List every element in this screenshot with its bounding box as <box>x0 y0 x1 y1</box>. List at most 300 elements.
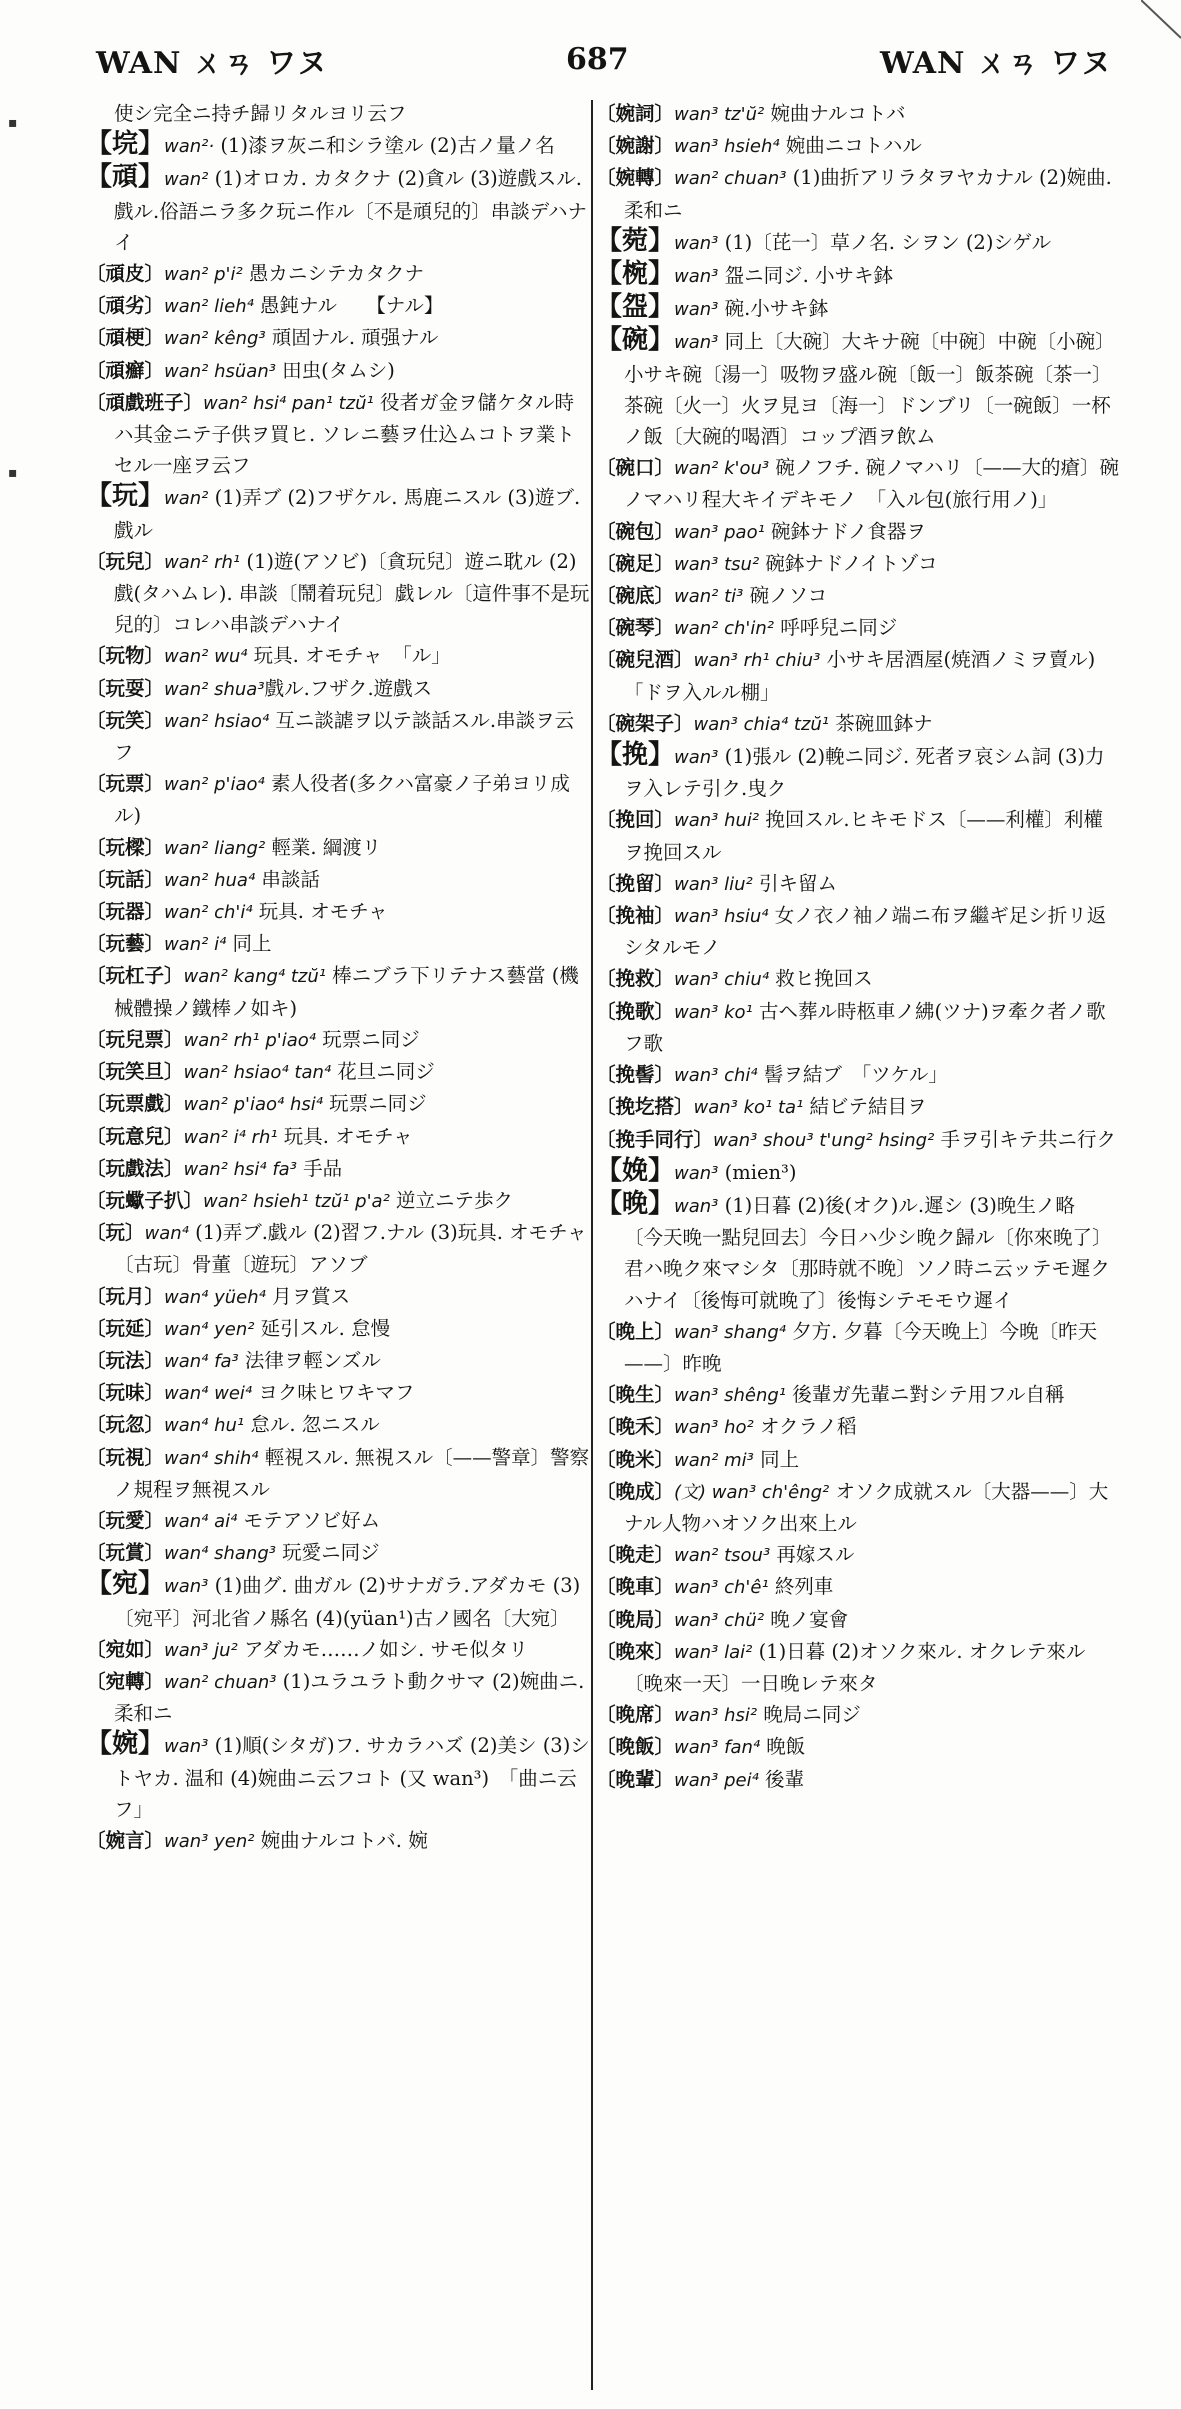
entry-romanization: wan² hsi⁴ fa³ <box>183 1158 297 1180</box>
dictionary-entry <box>596 1539 1121 1571</box>
dictionary-entry <box>86 129 591 162</box>
entry-definition: (1)弄ブ.戯ル (2)習フ.ナル (3)玩具. オモチャ〔古玩〕骨董〔遊玩〕アソブ <box>114 1221 587 1277</box>
dictionary-entry <box>596 259 1121 292</box>
entry-romanization: wan⁴ shih⁴ <box>164 1447 259 1469</box>
entry-headword: 〔頑劣〕 <box>86 294 165 318</box>
entry-romanization: wan³ yen² <box>164 1830 255 1852</box>
entry-definition: 手ヲ引キテ共ニ行ク <box>934 1127 1116 1151</box>
entry-romanization: wan² hsüan³ <box>164 360 276 382</box>
dictionary-entry <box>596 292 1121 325</box>
entry-romanization: wan⁴ wei⁴ <box>164 1383 253 1405</box>
entry-romanization: wan² ch'i⁴ <box>164 902 253 924</box>
dictionary-entry <box>596 996 1121 1059</box>
entry-romanization: wan² ch'in² <box>674 618 774 640</box>
entry-romanization: wan³ ko¹ <box>674 1001 753 1023</box>
entry-romanization: wan³ lai² <box>674 1641 753 1663</box>
running-head-right: WAN ㄨㄢ ワヌ <box>880 46 1113 81</box>
entry-headword: 〔玩笑〕 <box>86 708 165 732</box>
entry-romanization: wan² lieh⁴ <box>164 296 254 318</box>
entry-romanization: wan³ hui² <box>674 810 760 832</box>
entry-headword: 〔頑皮〕 <box>86 262 165 286</box>
entry-romanization: wan² p'iao⁴ hsi⁴ <box>183 1094 323 1116</box>
entry-romanization: wan³ ch'ê¹ <box>674 1577 769 1599</box>
entry-headword: 〔玩物〕 <box>86 644 165 668</box>
dictionary-entry <box>86 1217 591 1280</box>
dictionary-entry <box>596 740 1121 804</box>
entry-definition: (1)順(シタガ)フ. サカラハズ (2)美シ (3)シトヤカ. 温和 (4)婉曲ニ云フコト (又 wan³) 「曲ニ云フ」 <box>114 1734 590 1821</box>
entry-definition: 小サキ居酒屋(焼酒ノミヲ賣ル) 「ドヲ入ルル棚」 <box>624 648 1115 704</box>
entry-romanization: wan³ hsi² <box>674 1705 758 1727</box>
entry-definition: 碗鉢ナドノイトゾコ <box>759 551 938 575</box>
entry-definition: (1)弄ブ (2)フザケル. 馬鹿ニスル (3)遊ブ.戲ル <box>114 486 581 542</box>
entry-headword: 〔碗琴〕 <box>596 616 675 640</box>
entry-romanization: wan³ hsiu⁴ <box>674 906 769 928</box>
dictionary-entry <box>86 481 591 545</box>
dictionary-entry <box>86 673 591 705</box>
entry-definition: 古ヘ葬ル時柩車ノ紼(ツナ)ヲ牽ク者ノ歌フ歌 <box>624 999 1106 1055</box>
entry-headword: 〔挽留〕 <box>596 871 675 895</box>
entry-definition: 再嫁スル <box>770 1543 855 1567</box>
dictionary-entry <box>596 325 1121 452</box>
entry-headword: 〔晚來〕 <box>596 1639 675 1663</box>
entry-headword: 〔晚成〕 <box>596 1479 675 1503</box>
dictionary-entry <box>86 1505 591 1537</box>
dictionary-entry <box>86 1345 591 1377</box>
entry-romanization: wan³ shou³ t'ung² hsing² <box>713 1129 935 1151</box>
entry-romanization: wan³ tsu² <box>674 553 760 575</box>
entry-definition: 輕視スル. 無視スル〔——警章〕警察ノ規程ヲ無視スル <box>114 1445 590 1501</box>
entry-definition: 碗ノソコ <box>743 584 828 608</box>
entry-definition: オソク成就スル〔大器——〕大ナル人物ハオソク出來上ル <box>624 1479 1109 1535</box>
dictionary-entry <box>596 162 1121 225</box>
dictionary-entry <box>596 1636 1121 1699</box>
dictionary-entry <box>86 928 591 960</box>
dictionary-entry <box>596 226 1121 259</box>
entry-headword: 【挽】 <box>596 740 675 771</box>
dictionary-entry <box>596 1604 1121 1636</box>
entry-definition: オクラノ稻 <box>753 1415 857 1439</box>
entry-headword: 〔玩月〕 <box>86 1284 165 1308</box>
entry-romanization: wan³ <box>674 1162 719 1184</box>
entry-romanization: wan³ fan⁴ <box>674 1737 761 1759</box>
dictionary-entry <box>86 832 591 864</box>
entry-romanization: wan² hsi⁴ pan¹ tzŭ¹ <box>203 392 374 414</box>
page-corner-line <box>1141 0 1181 40</box>
entry-romanization: wan² i⁴ rh¹ <box>183 1126 278 1148</box>
entry-definition: 婉曲ナルコトバ. 婉 <box>254 1828 428 1852</box>
dictionary-entry <box>86 1281 591 1313</box>
dictionary-entry <box>596 612 1121 644</box>
dictionary-entry <box>86 1409 591 1441</box>
entry-romanization: wan³ <box>674 1195 719 1217</box>
left-column <box>86 98 591 2388</box>
entry-romanization: wan³ hsieh⁴ <box>674 136 780 158</box>
entry-headword: 〔挽袖〕 <box>596 904 675 928</box>
entry-headword: 〔挽救〕 <box>596 967 675 991</box>
entry-headword: 〔玩延〕 <box>86 1316 165 1340</box>
dictionary-entry <box>596 98 1121 130</box>
entry-definition: 婉曲ナルコトバ <box>764 102 906 125</box>
entry-definition: 玩票ニ同ジ <box>316 1027 420 1051</box>
entry-headword: 〔晚車〕 <box>596 1575 675 1599</box>
dictionary-entry <box>86 1024 591 1056</box>
entry-romanization: wan³ <box>164 1576 209 1598</box>
dictionary-entry <box>596 1571 1121 1603</box>
entry-definition: 同上 <box>226 932 272 956</box>
entry-romanization: wan² mi³ <box>674 1449 754 1471</box>
entry-headword: 〔玩〕 <box>86 1221 145 1245</box>
entry-headword: 〔碗底〕 <box>596 584 675 608</box>
entry-romanization: wan³ tz'ŭ² <box>674 104 765 125</box>
dictionary-entry <box>86 98 591 129</box>
entry-romanization: wan³ chiu⁴ <box>674 969 770 991</box>
entry-headword: 〔晚走〕 <box>596 1543 675 1567</box>
entry-definition: 盌ニ同ジ. 小サキ鉢 <box>718 264 894 288</box>
entry-headword: 【碗】 <box>596 325 675 356</box>
entry-headword: 〔晚席〕 <box>596 1703 675 1727</box>
entry-headword: 【頑】 <box>86 162 165 193</box>
entry-headword: 〔玩票戲〕 <box>86 1092 184 1116</box>
entry-headword: 【娩】 <box>596 1155 675 1186</box>
entry-romanization: wan² hua⁴ <box>164 869 256 891</box>
entry-definition: 玩愛ニ同ジ <box>275 1541 380 1565</box>
entry-definition: 玩具. オモチャ <box>277 1124 413 1148</box>
entry-headword: 〔碗足〕 <box>596 551 675 575</box>
entry-romanization: wan² hsiao⁴ <box>164 710 270 732</box>
entry-romanization: wan² liang² <box>164 837 266 859</box>
entry-romanization: wan³ chi⁴ <box>674 1065 758 1087</box>
entry-romanization: wan³ <box>674 332 719 354</box>
entry-definition: 愚カニシテカタクナ <box>242 262 425 286</box>
entry-romanization: wan² kang⁴ tzŭ¹ <box>183 966 326 988</box>
entry-headword: 〔玩笑旦〕 <box>86 1060 184 1084</box>
entry-headword: 〔頑梗〕 <box>86 326 165 350</box>
dictionary-entry <box>86 1537 591 1569</box>
entry-headword: 【垸】 <box>86 129 165 160</box>
dictionary-entry <box>596 644 1121 707</box>
entry-definition: モテアソビ好ム <box>237 1508 381 1532</box>
entry-headword: 〔晚局〕 <box>596 1607 675 1631</box>
entry-definition: 愚鈍ナル 【ナル】 <box>253 294 444 318</box>
dictionary-entry <box>86 705 591 768</box>
entry-headword: 〔宛轉〕 <box>86 1669 165 1693</box>
entry-definition: 挽回スル.ヒキモドス〔——利權〕利權ヲ挽回スル <box>624 808 1103 864</box>
running-head-left: WAN ㄨㄢ ワヌ <box>96 46 329 81</box>
entry-headword: 〔晚飯〕 <box>596 1735 675 1759</box>
entry-headword: 〔玩耍〕 <box>86 676 165 700</box>
dictionary-entry <box>596 1476 1121 1539</box>
entry-definition: ヨク味ヒワキマフ <box>252 1381 415 1405</box>
dictionary-entry <box>86 1313 591 1345</box>
entry-romanization: wan³ chia⁴ tzŭ¹ <box>693 713 830 735</box>
entry-definition: 婉曲ニコトハル <box>779 134 922 158</box>
dictionary-entry <box>86 1056 591 1088</box>
entry-definition: 互ニ談謔ヲ以テ談話スル.串談ヲ云フ <box>114 708 575 765</box>
entry-romanization: wan⁴ yüeh⁴ <box>164 1286 266 1308</box>
entry-romanization: wan³ liu² <box>674 873 753 895</box>
entry-definition: 田虫(タムシ) <box>275 358 395 382</box>
dictionary-entry <box>86 896 591 928</box>
entry-definition: 頑固ナル. 頑强ナル <box>265 326 439 350</box>
entry-definition: 結ビテ結目ヲ <box>803 1095 927 1119</box>
dictionary-entry <box>596 452 1121 515</box>
dictionary-entry <box>596 900 1121 963</box>
dictionary-entry <box>86 162 591 258</box>
entry-headword: 〔玩票〕 <box>86 772 165 796</box>
entry-romanization: wan² hsieh¹ tzŭ¹ p'a² <box>203 1190 390 1212</box>
entry-headword: 【菀】 <box>596 225 675 256</box>
entry-romanization: wan³ rh¹ chiu³ <box>693 650 821 672</box>
entry-headword: 〔挽回〕 <box>596 808 675 832</box>
dictionary-entry <box>596 804 1121 867</box>
entry-headword: 〔玩戲法〕 <box>86 1156 184 1180</box>
dictionary-entry <box>596 1699 1121 1731</box>
entry-headword: 〔玩視〕 <box>86 1445 165 1469</box>
entry-definition: (1)曲折アリラタヲヤカナル (2)婉曲.柔和ニ <box>624 166 1112 222</box>
dictionary-entry <box>596 548 1121 580</box>
entry-definition: 終列車 <box>768 1575 834 1599</box>
entry-headword: 〔碗包〕 <box>596 519 675 543</box>
entry-romanization: wan² ti³ <box>674 586 744 608</box>
entry-definition: 花旦ニ同ジ <box>331 1060 435 1084</box>
dictionary-entry <box>86 768 591 831</box>
entry-definition: (1)日暮 (2)後(オク)ル.遲シ (3)晚生ノ略 〔今天晚一點兒回去〕今日ハ少シ晚ク歸ル〔你來晚了〕君ハ晚ク來マシタ〔那時就不晚〕ソノ時ニ云ッテモ遲クハナイ〔後悔可就晚了〕後悔シテモモウ遲イ <box>624 1193 1112 1312</box>
entry-romanization: wan² chuan³ <box>674 168 787 190</box>
entry-headword: 〔晚生〕 <box>596 1383 675 1407</box>
entry-headword: 〔玩忽〕 <box>86 1413 165 1437</box>
entry-definition: 晚ノ宴會 <box>764 1607 849 1631</box>
entry-headword: 〔婉轉〕 <box>596 166 675 190</box>
entry-romanization: wan² p'i² <box>164 264 243 286</box>
dictionary-entry <box>86 290 591 322</box>
dictionary-entry <box>86 960 591 1023</box>
entry-definition: 碗.小サキ鉢 <box>718 297 829 321</box>
entry-romanization: wan³ ju² <box>164 1639 238 1661</box>
dictionary-entry <box>86 322 591 354</box>
entry-headword: 〔挽髻〕 <box>596 1063 675 1087</box>
entry-definition: 引キ留ム <box>752 871 837 895</box>
entry-definition: 手品 <box>296 1156 343 1180</box>
entry-headword: 〔婉詞〕 <box>596 102 675 125</box>
dictionary-entry <box>86 387 591 482</box>
dictionary-entry <box>596 1764 1121 1796</box>
dictionary-entry <box>86 1153 591 1185</box>
entry-definition: 玩票ニ同ジ <box>322 1092 427 1116</box>
entry-definition: 同上 <box>753 1447 800 1471</box>
dictionary-entry <box>596 1189 1121 1316</box>
entry-headword: 〔碗口〕 <box>596 456 675 480</box>
dictionary-entry <box>596 1124 1121 1156</box>
entry-headword: 〔玩器〕 <box>86 900 165 924</box>
dictionary-entry <box>86 864 591 896</box>
entry-definition: (1)ユラユラト動クサマ (2)婉曲ニ.柔和ニ <box>114 1669 585 1726</box>
entry-romanization: wan⁴ hu¹ <box>164 1415 245 1437</box>
dictionary-entry <box>596 708 1121 740</box>
entry-romanization: wan² <box>164 169 209 191</box>
entry-headword: 〔挽手同行〕 <box>596 1127 714 1151</box>
dictionary-entry <box>596 1156 1121 1189</box>
entry-romanization: wan²· <box>164 136 215 158</box>
entry-romanization: wan⁴ fa³ <box>164 1350 239 1372</box>
dictionary-entry <box>596 580 1121 612</box>
entry-headword: 〔晚輩〕 <box>596 1767 675 1791</box>
entry-definition: 素人役者(多クハ富豪ノ子弟ヨリ成ル) <box>114 772 570 828</box>
entry-definition: 晚飯 <box>760 1735 806 1759</box>
entry-definition: 同上〔大碗〕大キナ碗〔中碗〕中碗〔小碗〕小サキ碗〔湯一〕吸物ヲ盛ル碗〔飯一〕飯茶碗〔茶一〕茶碗〔火一〕火ヲ見ヨ〔海一〕ドンブリ〔一碗飯〕一杯ノ飯〔大碗的喝酒〕コップ酒ヲ飲ム <box>624 330 1115 449</box>
dictionary-entry <box>596 868 1121 900</box>
column-divider <box>591 100 593 2390</box>
dictionary-entry <box>596 1091 1121 1123</box>
page-number: 687 <box>566 42 629 77</box>
entry-romanization: wan² tsou³ <box>674 1545 771 1567</box>
entry-romanization: wan² rh¹ <box>164 551 241 573</box>
entry-romanization: wan³ <box>164 1736 209 1758</box>
dictionary-entry <box>596 1316 1121 1379</box>
entry-romanization: wan² chuan³ <box>164 1671 277 1693</box>
entry-definition: 晚局ニ同ジ <box>757 1703 861 1727</box>
entry-romanization: wan² wu⁴ <box>164 646 248 668</box>
entry-romanization: wan³ pei⁴ <box>674 1769 759 1791</box>
entry-definition: 女ノ衣ノ袖ノ端ニ布ヲ繼ギ足シ折リ返シタルモノ <box>624 904 1107 960</box>
entry-definition: 延引スル. 怠慢 <box>254 1316 391 1340</box>
entry-definition: 呼呼兒ニ同ジ <box>774 616 898 640</box>
entry-headword: 〔頑戲班子〕 <box>86 390 204 414</box>
entry-definition: 役者ガ金ヲ儲ケタル時ハ其金ニテ子供ヲ買ヒ. ソレニ藝ヲ仕込ムコトヲ業トセル一座ヲ云フ <box>114 390 575 478</box>
dictionary-entry <box>596 963 1121 995</box>
entry-definition: (1)オロカ. カタクナ (2)貪ル (3)遊戲スル.戲ル.俗語ニラ多ク玩ニ作ル〔不是頑兒的〕串談デハナイ <box>114 167 588 254</box>
entry-romanization: wan³ <box>674 299 719 321</box>
entry-romanization: (文) wan³ ch'êng² <box>674 1481 830 1503</box>
dictionary-entry <box>86 1634 591 1666</box>
margin-mark: ▪ <box>8 115 18 131</box>
entry-romanization: wan³ ho² <box>674 1417 754 1439</box>
entry-romanization: wan² p'iao⁴ <box>164 774 265 796</box>
entry-headword: 〔玩愛〕 <box>86 1508 165 1532</box>
entry-definition: 茶碗皿鉢ナ <box>829 711 933 735</box>
entry-headword: 【宛】 <box>86 1569 165 1600</box>
entry-romanization: wan² k'ou³ <box>674 458 770 480</box>
entry-headword: 〔頑癬〕 <box>86 358 165 382</box>
entry-definition: (1)日暮 (2)オソク來ル. オクレテ來ル〔晚來一天〕一日晚レテ來タ <box>624 1639 1086 1695</box>
entry-definition: (1)張ル (2)輓ニ同ジ. 死者ヲ哀シム詞 (3)力ヲ入レテ引ク.曳ク <box>624 745 1105 801</box>
dictionary-entry <box>86 1569 591 1633</box>
entry-headword: 〔晚禾〕 <box>596 1415 675 1439</box>
entry-headword: 〔宛如〕 <box>86 1637 165 1661</box>
entry-romanization: wan⁴ ai⁴ <box>164 1510 238 1532</box>
dictionary-entry <box>86 1377 591 1409</box>
entry-headword: 〔玩蠍子扒〕 <box>86 1188 204 1212</box>
entry-definition: 玩具. オモチャ 「ル」 <box>247 644 451 668</box>
dictionary-entry <box>86 258 591 290</box>
dictionary-entry <box>596 1444 1121 1476</box>
entry-headword: 〔玩兒票〕 <box>86 1027 184 1051</box>
entry-headword: 【玩】 <box>86 481 165 512</box>
dictionary-entry <box>86 1121 591 1153</box>
dictionary-entry <box>86 1666 591 1729</box>
entry-definition: (1)漆ヲ灰ニ和シラ塗ル (2)古ノ量ノ名 <box>214 134 555 158</box>
dictionary-entry <box>86 1825 591 1857</box>
entry-definition: 棒ニブラ下リテナス藝當 (機械體操ノ鐵棒ノ如キ) <box>114 964 579 1020</box>
entry-definition: 碗ノフチ. 碗ノマハリ〔——大的瘡〕碗ノマハリ程大キイデキモノ 「入ル包(旅行用ノ)」 <box>624 456 1120 512</box>
entry-headword: 〔挽圪搭〕 <box>596 1095 694 1119</box>
entry-romanization: wan³ <box>674 266 719 288</box>
entry-headword: 〔婉言〕 <box>86 1828 165 1852</box>
dictionary-entry <box>596 1411 1121 1443</box>
entry-definition: 法律ヲ輕ンズル <box>238 1348 381 1372</box>
margin-mark: ▪ <box>8 465 18 481</box>
entry-headword: 〔婉謝〕 <box>596 134 675 158</box>
entry-headword: 〔玩法〕 <box>86 1348 165 1372</box>
entry-definition: 逆立ニテ歩ク <box>389 1188 513 1212</box>
entry-romanization: wan³ ko¹ ta¹ <box>693 1097 804 1119</box>
entry-headword: 〔玩兒〕 <box>86 549 165 573</box>
entry-romanization: wan² rh¹ p'iao⁴ <box>183 1029 316 1051</box>
entry-headword: 〔晚上〕 <box>596 1319 675 1343</box>
dictionary-entry <box>596 1731 1121 1763</box>
entry-definition: (1)遊(アソビ)〔貪玩兒〕遊ニ耽ル (2)戲(タハムレ). 串談〔鬧着玩兒〕戯レル〔這件事不是玩兒的〕コレハ串談デハナイ <box>114 549 590 637</box>
dictionary-entry <box>596 516 1121 548</box>
entry-definition: 玩具. オモチャ <box>252 900 388 924</box>
entry-definition: 串談話 <box>255 867 320 891</box>
entry-headword: 〔玩藝〕 <box>86 932 165 956</box>
entry-romanization: wan² kêng³ <box>164 328 266 350</box>
entry-definition: (mien³) <box>718 1160 797 1184</box>
entry-definition: 後輩ガ先輩ニ對シテ用フル自稱 <box>786 1383 1065 1407</box>
entry-definition: (1)〔芘一〕草ノ名. シヲン (2)シゲル <box>718 230 1052 254</box>
dictionary-entry <box>86 1088 591 1120</box>
entry-headword: 〔玩話〕 <box>86 867 165 891</box>
page-header <box>0 0 1181 95</box>
dictionary-entry <box>86 1729 591 1825</box>
entry-definition: 輕業. 綱渡リ <box>265 835 382 859</box>
entry-headword: 〔玩杠子〕 <box>86 964 184 988</box>
entry-headword: 〔碗兒酒〕 <box>596 648 694 672</box>
entry-headword: 〔晚米〕 <box>596 1447 675 1471</box>
entry-headword: 〔玩味〕 <box>86 1381 165 1405</box>
entry-definition: 夕方. 夕暮〔今天晚上〕今晚〔昨天——〕昨晚 <box>624 1319 1098 1375</box>
entry-definition: 救ヒ挽回ス <box>769 967 873 991</box>
entry-headword: 〔玩樑〕 <box>86 835 165 859</box>
entry-romanization: wan⁴ <box>144 1223 189 1245</box>
dictionary-entry <box>86 640 591 672</box>
entry-definition: 髻ヲ結ブ 「ツケル」 <box>757 1063 948 1087</box>
entry-headword: 【椀】 <box>596 259 675 290</box>
dictionary-entry <box>86 1185 591 1217</box>
dictionary-entry <box>596 1059 1121 1091</box>
entry-romanization: wan² shua³ <box>164 678 265 700</box>
entry-romanization: wan³ shang⁴ <box>674 1321 786 1343</box>
entry-headword: 〔玩意兒〕 <box>86 1124 184 1148</box>
dictionary-entry <box>596 1379 1121 1411</box>
right-column <box>596 98 1121 2388</box>
entry-headword: 【盌】 <box>596 292 675 323</box>
dictionary-entry <box>86 1442 591 1505</box>
entry-definition: 怠ル. 忽ニスル <box>244 1413 380 1437</box>
entry-romanization: wan² <box>164 488 209 510</box>
entry-romanization: wan³ <box>674 232 719 254</box>
entry-headword: 【婉】 <box>86 1729 165 1760</box>
entry-definition: 使シ完全ニ持チ歸リタルヨリ云フ <box>114 102 407 125</box>
dictionary-entry <box>596 130 1121 162</box>
entry-headword: 〔碗架子〕 <box>596 711 694 735</box>
entry-definition: 碗鉢ナドノ食器ヲ <box>764 519 926 543</box>
entry-romanization: wan² i⁴ <box>164 934 227 956</box>
entry-romanization: wan² hsiao⁴ tan⁴ <box>183 1062 332 1084</box>
entry-definition: 戲ル.フザク.遊戲ス <box>264 676 433 700</box>
entry-definition: 月ヲ賞ス <box>265 1284 351 1308</box>
entry-headword: 〔挽歌〕 <box>596 999 675 1023</box>
entry-romanization: wan⁴ yen² <box>164 1318 255 1340</box>
